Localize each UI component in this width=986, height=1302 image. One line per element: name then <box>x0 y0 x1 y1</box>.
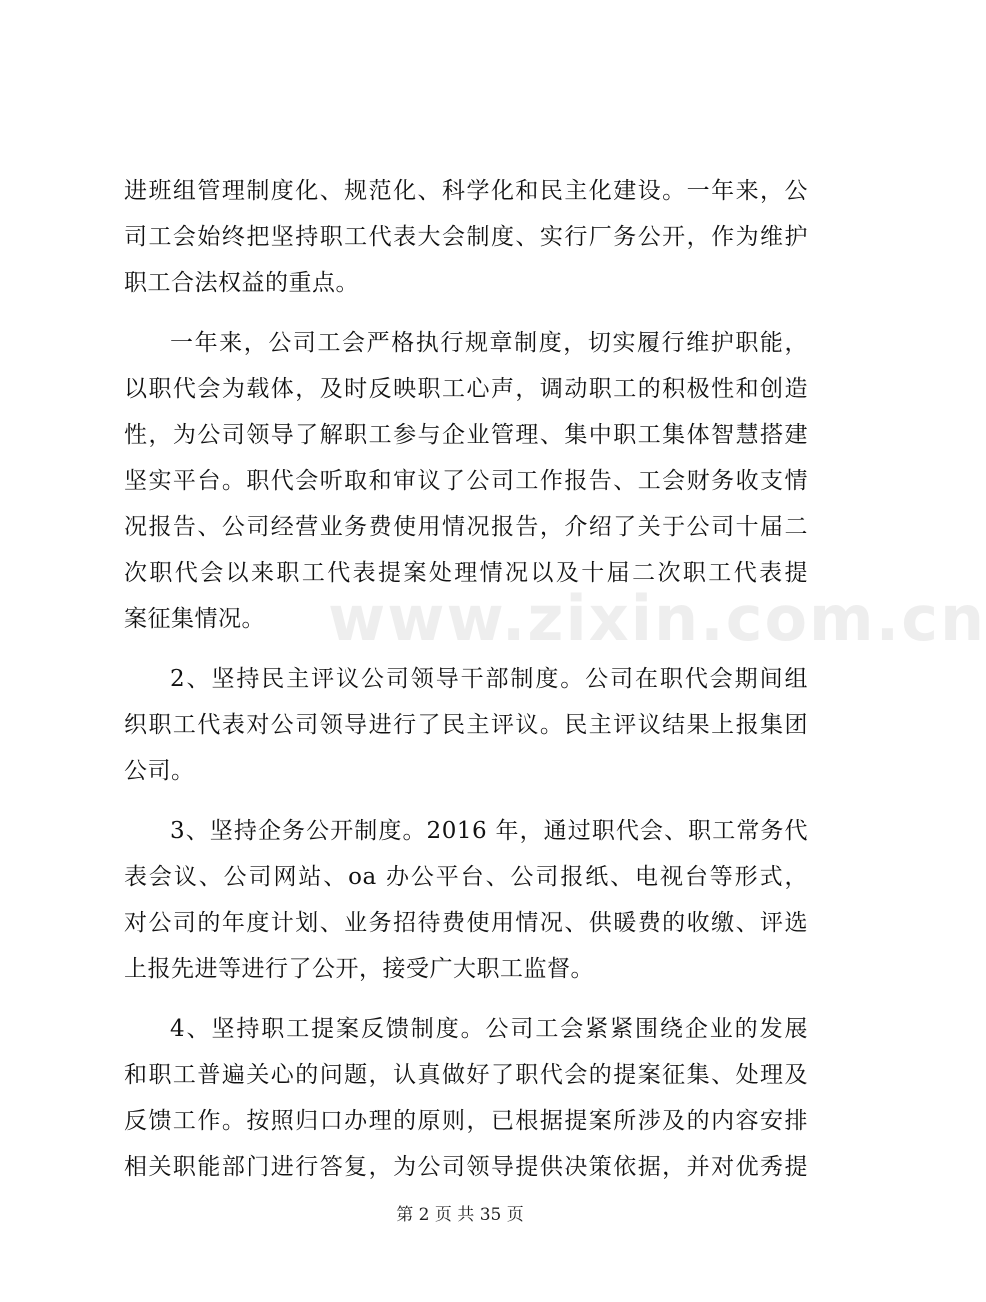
text-line: 以职代会为载体，及时反映职工心声，调动职工的积极性和创造 <box>124 376 808 402</box>
paragraph <box>124 320 808 642</box>
watermark-text: www.zixin.com.cn <box>328 582 986 655</box>
text-line: 3、坚持企务公开制度。2016 年，通过职代会、职工常务代 <box>170 818 808 844</box>
text-line: 案征集情况。 <box>124 606 265 632</box>
text-line: 上报先进等进行了公开，接受广大职工监督。 <box>124 956 594 982</box>
paragraph <box>124 1006 808 1190</box>
paragraph <box>124 168 808 306</box>
text-line: 性，为公司领导了解职工参与企业管理、集中职工集体智慧搭建 <box>124 422 808 448</box>
text-line: 职工合法权益的重点。 <box>124 270 359 296</box>
paragraph <box>124 656 808 794</box>
text-line: 表会议、公司网站、oa 办公平台、公司报纸、电视台等形式， <box>124 864 808 890</box>
paragraph-gap <box>124 306 808 320</box>
text-line: 对公司的年度计划、业务招待费使用情况、供暖费的收缴、评选 <box>124 910 808 936</box>
text-line: 一年来，公司工会严格执行规章制度，切实履行维护职能， <box>170 330 808 356</box>
text-line: 相关职能部门进行答复，为公司领导提供决策依据，并对优秀提 <box>124 1154 808 1180</box>
text-line: 况报告、公司经营业务费使用情况报告，介绍了关于公司十届二 <box>124 514 808 540</box>
text-line: 织职工代表对公司领导进行了民主评议。民主评议结果上报集团 <box>124 712 808 738</box>
text-line: 和职工普遍关心的问题，认真做好了职代会的提案征集、处理及 <box>124 1062 808 1088</box>
text-line: 4、坚持职工提案反馈制度。公司工会紧紧围绕企业的发展 <box>170 1016 808 1042</box>
text-line: 反馈工作。按照归口办理的原则，已根据提案所涉及的内容安排 <box>124 1108 808 1134</box>
text-line: 2、坚持民主评议公司领导干部制度。公司在职代会期间组 <box>170 666 808 692</box>
text-line: 司工会始终把坚持职工代表大会制度、实行厂务公开，作为维护 <box>124 224 808 250</box>
text-line: 次职代会以来职工代表提案处理情况以及十届二次职工代表提 <box>124 560 808 586</box>
text-line: 公司。 <box>124 758 195 784</box>
paragraph-gap <box>124 794 808 808</box>
text-line: 坚实平台。职代会听取和审议了公司工作报告、工会财务收支情 <box>124 468 808 494</box>
document-body <box>124 168 986 1190</box>
paragraph-gap <box>124 992 808 1006</box>
page-footer: 第 2 页 共 35 页 <box>396 1205 524 1225</box>
paragraph <box>124 808 808 992</box>
text-line: 进班组管理制度化、规范化、科学化和民主化建设。一年来，公 <box>124 178 808 204</box>
paragraph-gap <box>124 642 808 656</box>
